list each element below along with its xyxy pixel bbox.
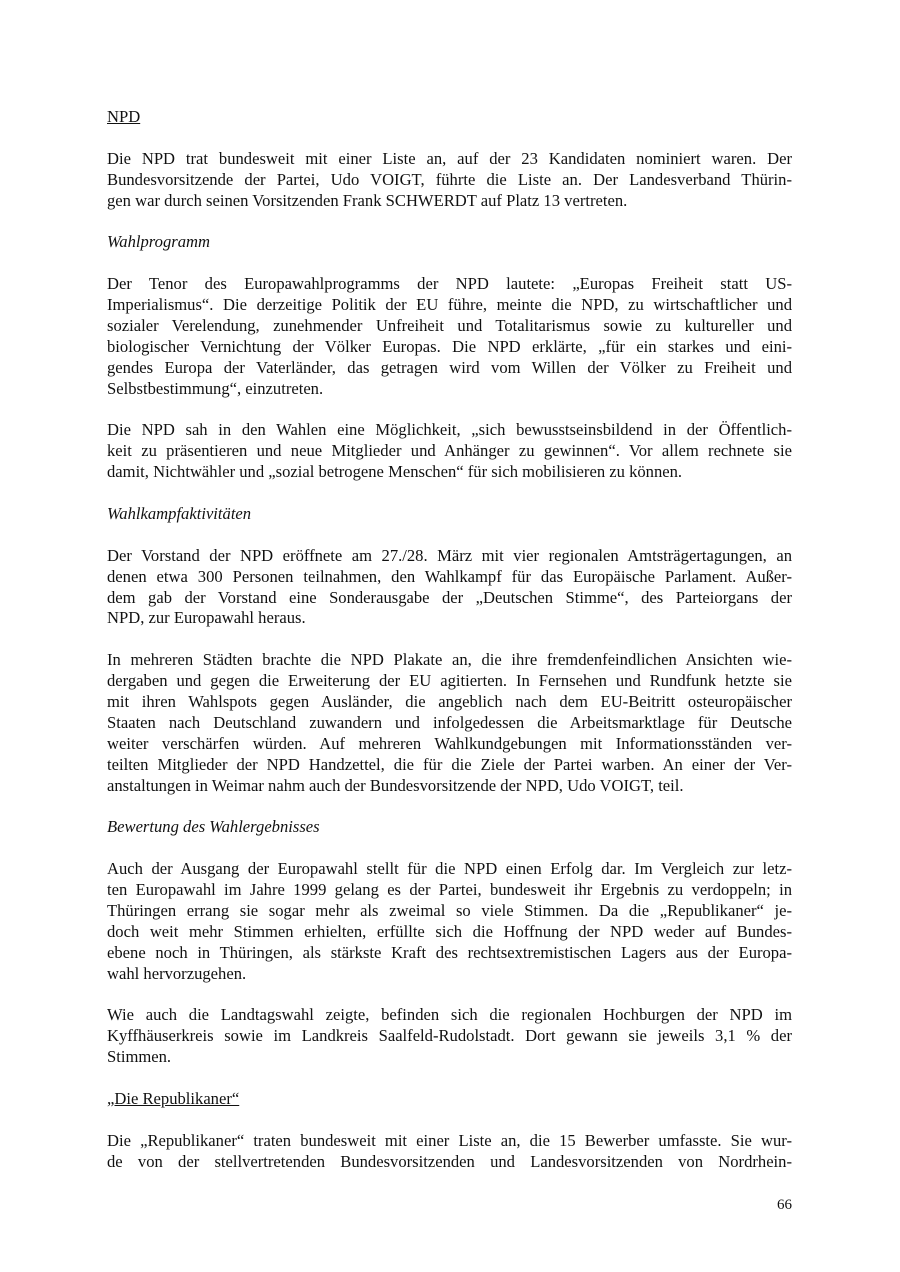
text-line: Auch der Ausgang der Europawahl stellt für die NPD einen Erfolg dar. Im Vergleich zur letz- (107, 859, 792, 879)
text-line: In mehreren Städten brachte die NPD Plakate an, die ihre fremdenfeindlichen Ansichten wie- (107, 650, 792, 670)
text-line: sozialer Verelendung, zunehmender Unfreiheit und Totalitarismus sowie zu kultureller und (107, 315, 792, 335)
text-line: anstaltungen in Weimar nahm auch der Bundesvorsitzende der NPD, Udo VOIGT, teil. (107, 775, 684, 795)
text-line: Selbstbestimmung“, einzutreten. (107, 378, 324, 398)
text-line: Die NPD sah in den Wahlen eine Möglichkeit, „sich bewusstseinsbildend in der Öffentlich- (107, 420, 792, 440)
text-line: Imperialismus“. Die derzeitige Politik der EU führe, meinte die NPD, zu wirtschaftlicher und (107, 295, 792, 315)
subheading-wahlkampfaktivitaeten: Wahlkampfaktivitäten (107, 503, 252, 523)
text-line: Der Tenor des Europawahlprogramms der NPD lautete: „Europas Freiheit statt US- (107, 274, 792, 294)
paragraph-wahlkampf-vorstand (107, 546, 792, 630)
text-line: keit zu präsentieren und neue Mitglieder und Anhänger zu gewinnen“. Vor allem rechnete sie (107, 441, 792, 461)
paragraph-bewertung-hochburgen (107, 1005, 792, 1068)
text-line: ebene noch in Thüringen, als stärkste Kraft des rechtsextremistischen Lagers aus der Europa- (107, 942, 792, 962)
text-line: ten Europawahl im Jahre 1999 gelang es der Partei, bundesweit ihr Ergebnis zu verdoppeln; in (107, 880, 792, 900)
text-line: mit ihren Wahlspots gegen Ausländer, die angeblich nach dem EU-Beitritt osteuropäischer (107, 691, 792, 711)
paragraph-npd-liste (107, 149, 792, 212)
text-line: Thüringen errang sie sogar mehr als zweimal so viele Stimmen. Da die „Republikaner“ je- (107, 900, 792, 920)
text-line: doch weit mehr Stimmen erhielten, erfüllte sich die Hoffnung der NPD weder auf Bundes- (107, 921, 792, 941)
text-line: Stimmen. (107, 1047, 172, 1067)
subheading-bewertung: Bewertung des Wahlergebnisses (107, 817, 320, 837)
text-line: Wie auch die Landtagswahl zeigte, befinden sich die regionalen Hochburgen der NPD im (107, 1005, 792, 1025)
text-line: de von der stellvertretenden Bundesvorsitzenden und Landesvorsitzenden von Nordrhein- (107, 1151, 792, 1171)
page-number: 66 (777, 1197, 792, 1213)
paragraph-wahlprogramm-moeglichkeit (107, 420, 792, 483)
text-line: Bundesvorsitzende der Partei, Udo VOIGT, führte die Liste an. Der Landesverband Thürin- (107, 169, 792, 189)
text-line: dergaben und gegen die Erweiterung der EU agitierten. In Fernsehen und Rundfunk hetzte sie (107, 671, 792, 691)
text-line: weiter verschärfen würden. Auf mehreren Wahlkundgebungen mit Informationsständen ver- (107, 733, 792, 753)
text-line: denen etwa 300 Personen teilnahmen, den Wahlkampf für das Europäische Parlament. Außer- (107, 566, 792, 586)
text-line: wahl hervorzugehen. (107, 963, 247, 983)
text-line: gen war durch seinen Vorsitzenden Frank SCHWERDT auf Platz 13 vertreten. (107, 190, 628, 210)
text-line: gendes Europa der Vaterländer, das getragen wird vom Willen der Völker zu Freiheit und (107, 357, 792, 377)
document-page (107, 107, 792, 1193)
text-line: Staaten nach Deutschland zuwandern und infolgedessen die Arbeitsmarktlage für Deutsche (107, 712, 792, 732)
section-heading-npd: NPD (107, 107, 141, 126)
text-line: Kyffhäuserkreis sowie im Landkreis Saalfeld-Rudolstadt. Dort gewann sie jeweils 3,1 % der (107, 1026, 792, 1046)
text-line: Die NPD trat bundesweit mit einer Liste an, auf der 23 Kandidaten nominiert waren. Der (107, 148, 792, 168)
paragraph-wahlprogramm-tenor (107, 274, 792, 399)
text-line: damit, Nichtwähler und „sozial betrogene Menschen“ für sich mobilisieren zu können. (107, 462, 683, 482)
section-heading-republikaner: „Die Republikaner“ (107, 1088, 240, 1108)
paragraph-republikaner-liste (107, 1131, 792, 1173)
text-line: teilten Mitglieder der NPD Handzettel, die für die Ziele der Partei warben. An einer der Ver- (107, 754, 792, 774)
text-line: Die „Republikaner“ traten bundesweit mit einer Liste an, die 15 Bewerber umfasste. Sie wur- (107, 1130, 792, 1150)
text-line: dem gab der Vorstand eine Sonderausgabe der „Deutschen Stimme“, des Parteiorgans der (107, 587, 792, 607)
paragraph-wahlkampf-plakate (107, 650, 792, 796)
text-line: Der Vorstand der NPD eröffnete am 27./28. März mit vier regionalen Amtsträgertagungen, an (107, 545, 792, 565)
text-line: biologischer Vernichtung der Völker Europas. Die NPD erklärte, „für ein starkes und eini- (107, 336, 792, 356)
paragraph-bewertung-ausgang (107, 859, 792, 984)
subheading-wahlprogramm: Wahlprogramm (107, 232, 210, 252)
text-line: NPD, zur Europawahl heraus. (107, 608, 306, 628)
